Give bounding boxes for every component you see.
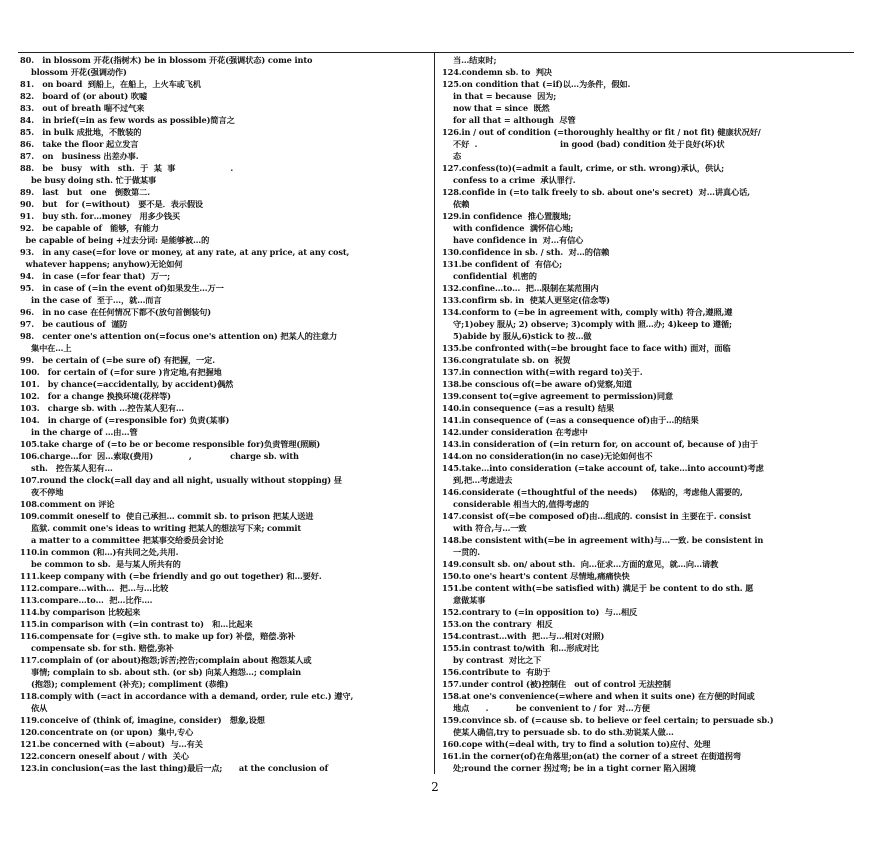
text-line: 119.conceive of (think of, imagine, consider) 想象,设想 bbox=[20, 715, 265, 725]
text-line: 124.condemn sb. to 判决 bbox=[442, 67, 552, 77]
text-line: 117.complain of (or about)抱怨;诉苦;控告;complain about 抱怨某人或 bbox=[20, 655, 312, 665]
text-line: 97. be cautious of 谨防 bbox=[20, 319, 128, 329]
text-line: 84. in brief(=in as few words as possible)简言之 bbox=[20, 115, 235, 125]
text-line: 110.in common (和…)有共同之处,共用. bbox=[20, 547, 179, 557]
text-line: 136.congratulate sb. on 祝贺 bbox=[442, 355, 571, 365]
text-line: 142.under consideration 在考虑中 bbox=[442, 427, 588, 437]
text-line: 132.confine…to… 把…限制在某范围内 bbox=[442, 283, 599, 293]
text-line: 148.be consistent with(=be in agreement with)与…一致. be consistent in bbox=[442, 535, 764, 545]
text-line: 88. be busy with sth. 于 某 事 . bbox=[20, 163, 234, 173]
text-line: 集中在…上 bbox=[20, 343, 72, 353]
text-line: 当…结束时; bbox=[442, 55, 497, 65]
text-line: 131.be confident of 有信心; bbox=[442, 259, 563, 269]
text-line: 139.consent to(=give agreement to permission)同意 bbox=[442, 391, 673, 401]
text-line: whatever happens; anyhow)无论如何 bbox=[20, 259, 183, 269]
text-line: 89. last but one 倒数第二. bbox=[20, 187, 150, 197]
text-line: 82. board of (or about) 吹嘘 bbox=[20, 91, 148, 101]
text-line: now that = since 既然 bbox=[442, 103, 550, 113]
text-line: 80. in blossom 开花(指树木) be in blossom 开花(强调状态) come into bbox=[20, 55, 313, 65]
text-line: 156.contribute to 有助于 bbox=[442, 667, 551, 677]
text-line: blossom 开花(强调动作) bbox=[20, 67, 127, 77]
text-line: with confidence 满怀信心地; bbox=[442, 223, 574, 233]
text-line: 103. charge sb. with …控告某人犯有… bbox=[20, 403, 185, 413]
text-line: 90. but for (=without) 要不是．表示假设 bbox=[20, 199, 204, 209]
text-line: 112.compare…with… 把…与…比较 bbox=[20, 583, 169, 593]
text-line: 态 bbox=[442, 151, 462, 161]
top-rule bbox=[18, 52, 854, 53]
text-line: 100. for certain of (=for sure )肯定地,有把握地 bbox=[20, 367, 222, 377]
text-line: a matter to a committee 把某事交给委员会讨论 bbox=[20, 535, 224, 545]
text-line: 意做某事 bbox=[442, 595, 486, 605]
text-line: 依赖 bbox=[442, 199, 470, 209]
text-line: 109.commit oneself to 使自己承担… commit sb. to prison 把某人送进 bbox=[20, 511, 314, 521]
text-line: 130.confidence in sb. / sth. 对…的信赖 bbox=[442, 247, 610, 257]
text-line: 地点 . be convenient to / for 对…方便 bbox=[442, 703, 650, 713]
text-line: have confidence in 对…有信心 bbox=[442, 235, 584, 245]
text-line: be common to sb. 是与某人所共有的 bbox=[20, 559, 181, 569]
text-line: 到,把…考虑进去 bbox=[442, 475, 513, 485]
text-line: 111.keep company with (=be friendly and go out together) 和…要好. bbox=[20, 571, 322, 581]
text-line: with 符合,与…一致 bbox=[442, 523, 527, 533]
text-line: 122.concern oneself about / with 关心 bbox=[20, 751, 189, 761]
text-line: 153.on the contrary 相反 bbox=[442, 619, 553, 629]
text-line: 134.conform to (=be in agreement with, comply with) 符合,遵照,遵 bbox=[442, 307, 733, 317]
text-line: 149.consult sb. on/ about sth. 向…征求…方面的意见，就…向…请教 bbox=[442, 559, 719, 569]
text-line: 144.on no consideration(in no case)无论如何也不 bbox=[442, 451, 653, 461]
text-line: 92. be capable of 能够，有能力 bbox=[20, 223, 159, 233]
text-line: in that = because 因为; bbox=[442, 91, 557, 101]
text-line: 107.round the clock(=all day and all night, usually without stopping) 昼 bbox=[20, 475, 342, 485]
page-number: 2 bbox=[431, 780, 439, 794]
text-line: (抱怨); complement (补充); compliment (恭维) bbox=[20, 679, 229, 689]
column-divider bbox=[434, 52, 435, 774]
text-line: 93. in any case(=for love or money, at any rate, at any price, at any cost, bbox=[20, 247, 350, 257]
text-line: 104. in charge of (=responsible for) 负责(某事) bbox=[20, 415, 230, 425]
text-line: 146.considerate (=thoughtful of the needs) 体贴的，考虑他人需要的, bbox=[442, 487, 743, 497]
text-line: 94. in case (=for fear that) 万一; bbox=[20, 271, 171, 281]
text-line: 夜不停地 bbox=[20, 487, 64, 497]
text-line: 143.in consideration of (=in return for, on account of, because of )由于 bbox=[442, 439, 758, 449]
text-line: 127.confess(to)(=admit a fault, crime, or sth. wrong)承认，供认; bbox=[442, 163, 725, 173]
text-line: 116.compensate for (=give sth. to make up for) 补偿，赔偿.弥补 bbox=[20, 631, 296, 641]
text-line: 159.convince sb. of (=cause sb. to believe or feel certain; to persuade sb.) bbox=[442, 715, 774, 725]
text-line: 137.in connection with(=with regard to)关于. bbox=[442, 367, 643, 377]
text-line: 86. take the floor 起立发言 bbox=[20, 139, 139, 149]
text-line: 120.concentrate on (or upon) 集中,专心 bbox=[20, 727, 194, 737]
text-line: 87. on business 出差办事. bbox=[20, 151, 139, 161]
text-line: 126.in / out of condition (=thoroughly healthy or fit / not fit) 健康状况好/ bbox=[442, 127, 761, 137]
text-line: 102. for a change 换换环境(花样等) bbox=[20, 391, 171, 401]
text-line: 处;round the corner 拐过弯; be in a tight corner 陷入困境 bbox=[442, 763, 696, 773]
text-line: 125.on condition that (=if)以…为条件，假如. bbox=[442, 79, 631, 89]
text-line: 81. on board 到船上，在船上，上火车或飞机 bbox=[20, 79, 201, 89]
text-line: 152.contrary to (=in opposition to) 与…相反 bbox=[442, 607, 638, 617]
text-line: 155.in contrast to/with 和…形成对比 bbox=[442, 643, 599, 653]
right-column bbox=[442, 54, 852, 774]
text-line: 85. in bulk 成批地，不散装的 bbox=[20, 127, 142, 137]
text-line: 5)abide by 服从,6)stick to 按…做 bbox=[442, 331, 592, 341]
text-line: 154.contrast…with 把…与…相对(对照) bbox=[442, 631, 605, 641]
text-line: confidential 机密的 bbox=[442, 271, 537, 281]
text-line: considerable 相当大的,值得考虑的 bbox=[442, 499, 589, 509]
text-line: 123.in conclusion(=as the last thing)最后一点; at the conclusion of bbox=[20, 763, 329, 773]
text-line: for all that = although 尽管 bbox=[442, 115, 576, 125]
text-line: 145.take…into consideration (=take account of, take…into account)考虑 bbox=[442, 463, 764, 473]
text-line: 129.in confidence 推心置腹地; bbox=[442, 211, 572, 221]
text-line: 106.charge…for 因…索取(费用) , charge sb. with bbox=[20, 451, 299, 461]
text-line: compensate sb. for sth. 赔偿,弥补 bbox=[20, 643, 174, 653]
text-line: 133.confirm sb. in 使某人更坚定(信念等) bbox=[442, 295, 610, 305]
text-line: 98. center one's attention on(=focus one's attention on) 把某人的注意力 bbox=[20, 331, 338, 341]
text-line: 141.in consequence of (=as a consequence of)由于…的结果 bbox=[442, 415, 699, 425]
text-line: in the charge of …由…管 bbox=[20, 427, 138, 437]
text-line: 事情; complain to sb. about sth. (or sb) 向某人抱怨…; complain bbox=[20, 667, 302, 677]
text-line: 161.in the corner(of)在角落里;on(at) the corner of a street 在街道拐弯 bbox=[442, 751, 741, 761]
text-line: 96. in no case 在任何情况下都不(放句首倒装句) bbox=[20, 307, 212, 317]
text-line: confess to a crime 承认罪行. bbox=[442, 175, 576, 185]
text-line: 使某人确信,try to persuade sb. to do sth.劝说某人做… bbox=[442, 727, 674, 737]
text-line: 108.comment on 评论 bbox=[20, 499, 115, 509]
text-line: be busy doing sth. 忙于做某事 bbox=[20, 175, 157, 185]
text-line: 守;1)obey 服从; 2) observe; 3)comply with 照…办; 4)keep to 遵循; bbox=[442, 319, 732, 329]
text-line: 95. in case of (=in the event of)如果发生…万一 bbox=[20, 283, 224, 293]
text-line: 150.to one's heart's content 尽情地,痛痛快快 bbox=[442, 571, 630, 581]
text-line: 118.comply with (=act in accordance with a demand, order, rule etc.) 遵守, bbox=[20, 691, 354, 701]
text-line: 140.in consequence (=as a result) 结果 bbox=[442, 403, 615, 413]
text-line: 99. be certain of (=be sure of) 有把握，一定. bbox=[20, 355, 215, 365]
text-line: 监狱. commit one's ideas to writing 把某人的想法写下来; commit bbox=[20, 523, 302, 533]
text-line: 121.be concerned with (=about) 与…有关 bbox=[20, 739, 203, 749]
text-line: 105.take charge of (=to be or become responsible for)负责管理(照顾) bbox=[20, 439, 321, 449]
text-line: 147.consist of(=be composed of)由…组成的. consist in 主要在于. consist bbox=[442, 511, 752, 521]
text-line: 91. buy sth. for…money 用多少钱买 bbox=[20, 211, 180, 221]
text-line: 115.in comparison with (=in contrast to) 和…比起来 bbox=[20, 619, 253, 629]
text-line: be capable of being +过去分词: 是能够被…的 bbox=[20, 235, 210, 245]
text-line: 114.by comparison 比较起来 bbox=[20, 607, 141, 617]
text-line: 83. out of breath 喘不过气来 bbox=[20, 103, 145, 113]
text-line: 128.confide in (=to talk freely to sb. about one's secret) 对…讲真心话, bbox=[442, 187, 750, 197]
text-line: 160.cope with(=deal with, try to find a solution to)应付、处理 bbox=[442, 739, 711, 749]
text-line: 158.at one's convenience(=where and when it suits one) 在方便的时间或 bbox=[442, 691, 755, 701]
text-line: 101. by chance(=accidentally, by accident)偶然 bbox=[20, 379, 234, 389]
text-line: 一贯的. bbox=[442, 547, 481, 557]
text-line: 依从 bbox=[20, 703, 48, 713]
text-line: in the case of 至于…，就…而言 bbox=[20, 295, 162, 305]
text-line: 不好 . in good (bad) condition 处于良好(坏)状 bbox=[442, 139, 725, 149]
text-line: by contrast 对比之下 bbox=[442, 655, 542, 665]
text-line: 113.compare…to… 把…比作…. bbox=[20, 595, 153, 605]
text-line: 138.be conscious of(=be aware of)觉察,知道 bbox=[442, 379, 632, 389]
text-line: 151.be content with(=be satisfied with) 满足于 be content to do sth. 愿 bbox=[442, 583, 754, 593]
text-line: 157.under control (被)控制住 out of control 无法控制 bbox=[442, 679, 671, 689]
text-line: sth. 控告某人犯有… bbox=[20, 463, 113, 473]
text-line: 135.be confronted with(=be brought face to face with) 面对，面临 bbox=[442, 343, 731, 353]
left-column bbox=[20, 54, 424, 774]
